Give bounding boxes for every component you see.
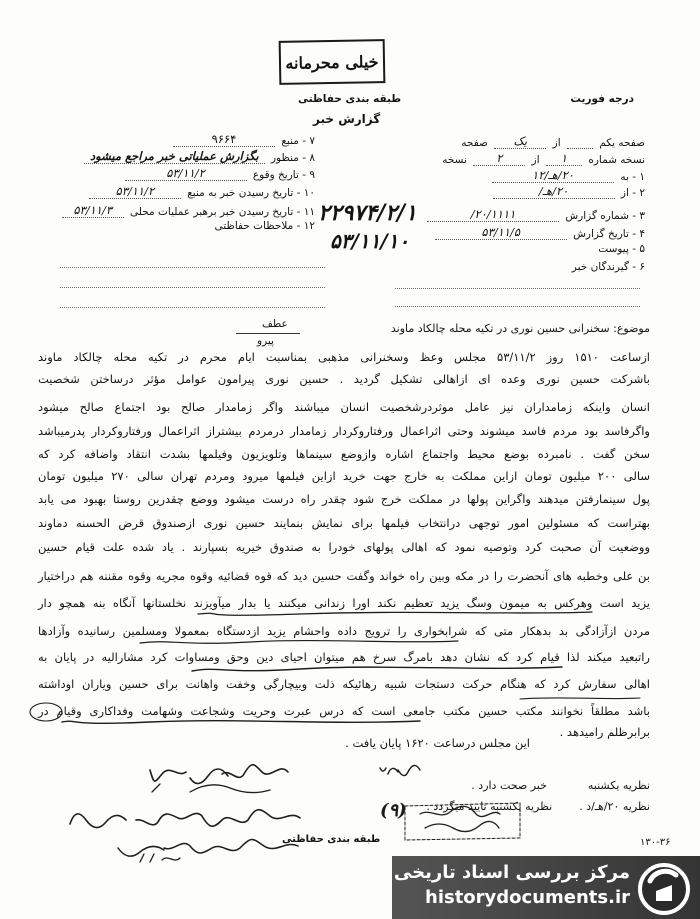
body-line: باشد مطلقاً نخوانند مکتب حسین مکتب جامعی است که درس عبرت وحریت وشجاعت وشهامت وفداکاری وقیام در (38, 704, 650, 718)
source-received-value: ۵۳/۱۱/۲ (89, 184, 181, 199)
page-unit: صفحه (461, 137, 488, 149)
watermark-url: historydocuments.ir (425, 887, 630, 908)
leader-received-label: ۱۱ - تاریخ رسیدن خبر برهبر عملیات محلی (130, 206, 315, 218)
underline-stroke (140, 641, 458, 644)
attachment-label: ۵ - پیوست (598, 243, 645, 255)
document-code: ۱۳۰-۳۶ (640, 837, 671, 848)
classification-label: طبقه بندی حفاظتی (298, 93, 402, 105)
reference-peyro: پیرو (257, 335, 274, 347)
handwritten-note (118, 840, 298, 857)
body-line: پول سینمارفتن میدهند واگراین پولها در مملکت خرج شود چقدر راه درست میشود ووضع چقدرین روستا بهبود می یابد (38, 492, 650, 506)
purpose-label: ۸ - منظور (270, 152, 315, 164)
body-closing: این مجلس درساعت ۱۶۲۰ پایان یافت . (345, 736, 530, 750)
recipients-label: ۶ - گیرندگان خبر (571, 261, 645, 273)
handwritten-signature (150, 765, 288, 784)
handwritten-initials (380, 765, 420, 775)
urgency-label: درجه فوریت (570, 93, 634, 105)
opinion-1-label: نظریه یکشنبه (587, 779, 650, 792)
page-total: یک (494, 134, 546, 149)
body-line: ووضعیت آن صحبت کرد وتوصیه نمود که اهالی پولهای خودرا به صندوق خیریه بسپارند . یاد شده علت قیام حسین (38, 540, 650, 554)
report-date-label: ۴ - تاریخ گزارش (573, 228, 645, 240)
handwritten-note (140, 854, 180, 862)
source-received-label: ۱۰ - تاریخ رسیدن خبر به منبع (187, 187, 315, 199)
stamp-handwriting (420, 806, 500, 831)
event-date-value: ۵۳/۱۱/۲ (125, 166, 247, 181)
stamp-number: (۹) (380, 800, 407, 821)
to-value: ۲۰/هـ/۱۲ (492, 168, 614, 183)
opinion-2-text: نظریه یکشنبه تایید میگردد . (426, 800, 553, 813)
report-number-value: ۲۰/۱۱۱۱/ (427, 207, 559, 222)
body-line: باشرکت حسین نوری وعده ای ازاهالی تشکیل گردید . حسین نوری پیرامون عوامل مؤثر درساختن شخصیت (38, 372, 650, 386)
underline-stroke (198, 612, 592, 615)
to-label: ۱ - به (620, 171, 645, 183)
body-line: سخن گفت . نامبرده بوضع محیط واجتماع اشاره وازوضع سینماها وتلویزیون وفیلمها بشدت انتقاد واضافه کرد که (38, 447, 650, 461)
body-line: یزید است وهرکس به میمون وسگ یزید تعظیم نکند اورا زندانی میکنند یا بدار میآویزند نخلستانها آنگاه بنه همچو دار (38, 596, 650, 610)
body-line: بن علی وخطبه های آنحضرت را در مکه وبین راه خواند وگفت حسین دید که قوه قضائیه وقوه مجریه وقوه مقننه هم دراختیار (38, 569, 650, 583)
registration-date: ۵۳/۱۱/۱۰ (330, 229, 410, 253)
from-value: ۲۰/هـ/ (493, 184, 615, 199)
body-line: مردن ازآزادگی بد بدهکار متی که شرابخواری را ترویج داده واحشام یزید ازدستگاه بمعمولا ومسلمین رسانیده وآزادها (38, 624, 650, 638)
opinion-2-label: نظریه ۲۰/هـ/د . (579, 800, 650, 813)
body-line: سالی ۲۰۰ میلیون تومان ازاین مملکت به خارج جهت خرید ازاین فیلمها میرود ومردم تهران سالی ۲۷۰ میلیون تومان (38, 469, 650, 483)
body-line: انسان واینکه زمامداران نیز عامل موثردرشخصیت انسان میباشند واگر زمامدار صالح بود اجتماع صالح میشود (38, 400, 650, 414)
body-line: اهالی سفارش کرد که هنگام حرکت دستجات شبیه رهائیکه ذلت وبیچارگی وخفت واهانت برای حسین ویاران اوداشته (38, 677, 650, 691)
page-sep: از (552, 137, 561, 149)
body-line: راتبعید میکند لذا قیام کرد که نشان دهد بامرگ سرخ هم میتوان احیای دین وحق ومساوات کرد مشارالیه در پایان به (38, 650, 650, 664)
reference-atf: عطف (262, 318, 288, 330)
source-value: ۹۶۶۴ (173, 132, 275, 147)
report-number-label: ۳ - شماره گزارش (565, 210, 645, 222)
copy-label: نسخه شماره (588, 154, 645, 166)
footer-classification: طبقه بندی حفاظتی (282, 834, 381, 845)
handwritten-note (70, 810, 300, 828)
underline-stroke (520, 698, 640, 699)
body-line: واگرفاسد بود مردم فاسد میشوند وحتی اثراعمال ورفتاروکردار زمامدار درمردم بیشتراز اثراعمال ورفتاروکردار پدرمیباشد (38, 424, 650, 438)
leader-received-value: ۵۳/۱۱/۳ (62, 203, 124, 218)
body-line: بهتراست که مسئولین امور توجهی درانتخاب فیلمها برای نمایش بنمایند حسین نوری ازصندوق قرض الحسنه دماوند (38, 516, 650, 530)
circled-word (30, 703, 62, 721)
handwritten-signature (152, 784, 270, 793)
underline-stroke (192, 667, 562, 671)
body-line: برابرظلم رامیدهد . (559, 725, 650, 739)
report-date-value: ۵۳/۱۱/۵ (435, 225, 567, 240)
copy-total: ۲ (473, 151, 525, 166)
opinion-1-text: خبر صحت دارد . (471, 779, 547, 792)
from-label: ۲ - از (620, 187, 645, 199)
copy-unit: نسخه (442, 154, 467, 166)
source-label: ۷ - منبع (281, 135, 315, 147)
copy-number: ۱ (546, 151, 582, 166)
page-label: صفحه یکم (599, 137, 645, 149)
event-date-label: ۹ - تاریخ وقوع (252, 169, 315, 181)
report-title: گزارش خبر (313, 112, 381, 126)
registration-number: ۲۲۹۷۴/۲/۱ (318, 200, 417, 226)
archive-logo-icon (636, 861, 692, 917)
stamp-outline (405, 803, 520, 840)
copy-sep: از (531, 154, 540, 166)
security-notes-label: ۱۲ - ملاحظات حفاظتی (214, 220, 315, 232)
underline-stroke (62, 721, 420, 724)
confidential-stamp-text: خیلی محرمانه (285, 51, 379, 73)
watermark-title: مرکز بررسی اسناد تاریخی (393, 862, 630, 883)
purpose-value: بگزارش عملیاتی خبر مراجع میشود (84, 149, 265, 164)
body-line: ازساعت ۱۵۱۰ روز ۵۳/۱۱/۲ مجلس وعظ وسخنرانی مذهبی بمناسبت ایام محرم در تکیه محله چالکاد ماوند (38, 350, 650, 364)
subject-line: موضوع: سخنرانی حسین نوری در تکیه محله چالکاد ماوند (390, 322, 650, 335)
